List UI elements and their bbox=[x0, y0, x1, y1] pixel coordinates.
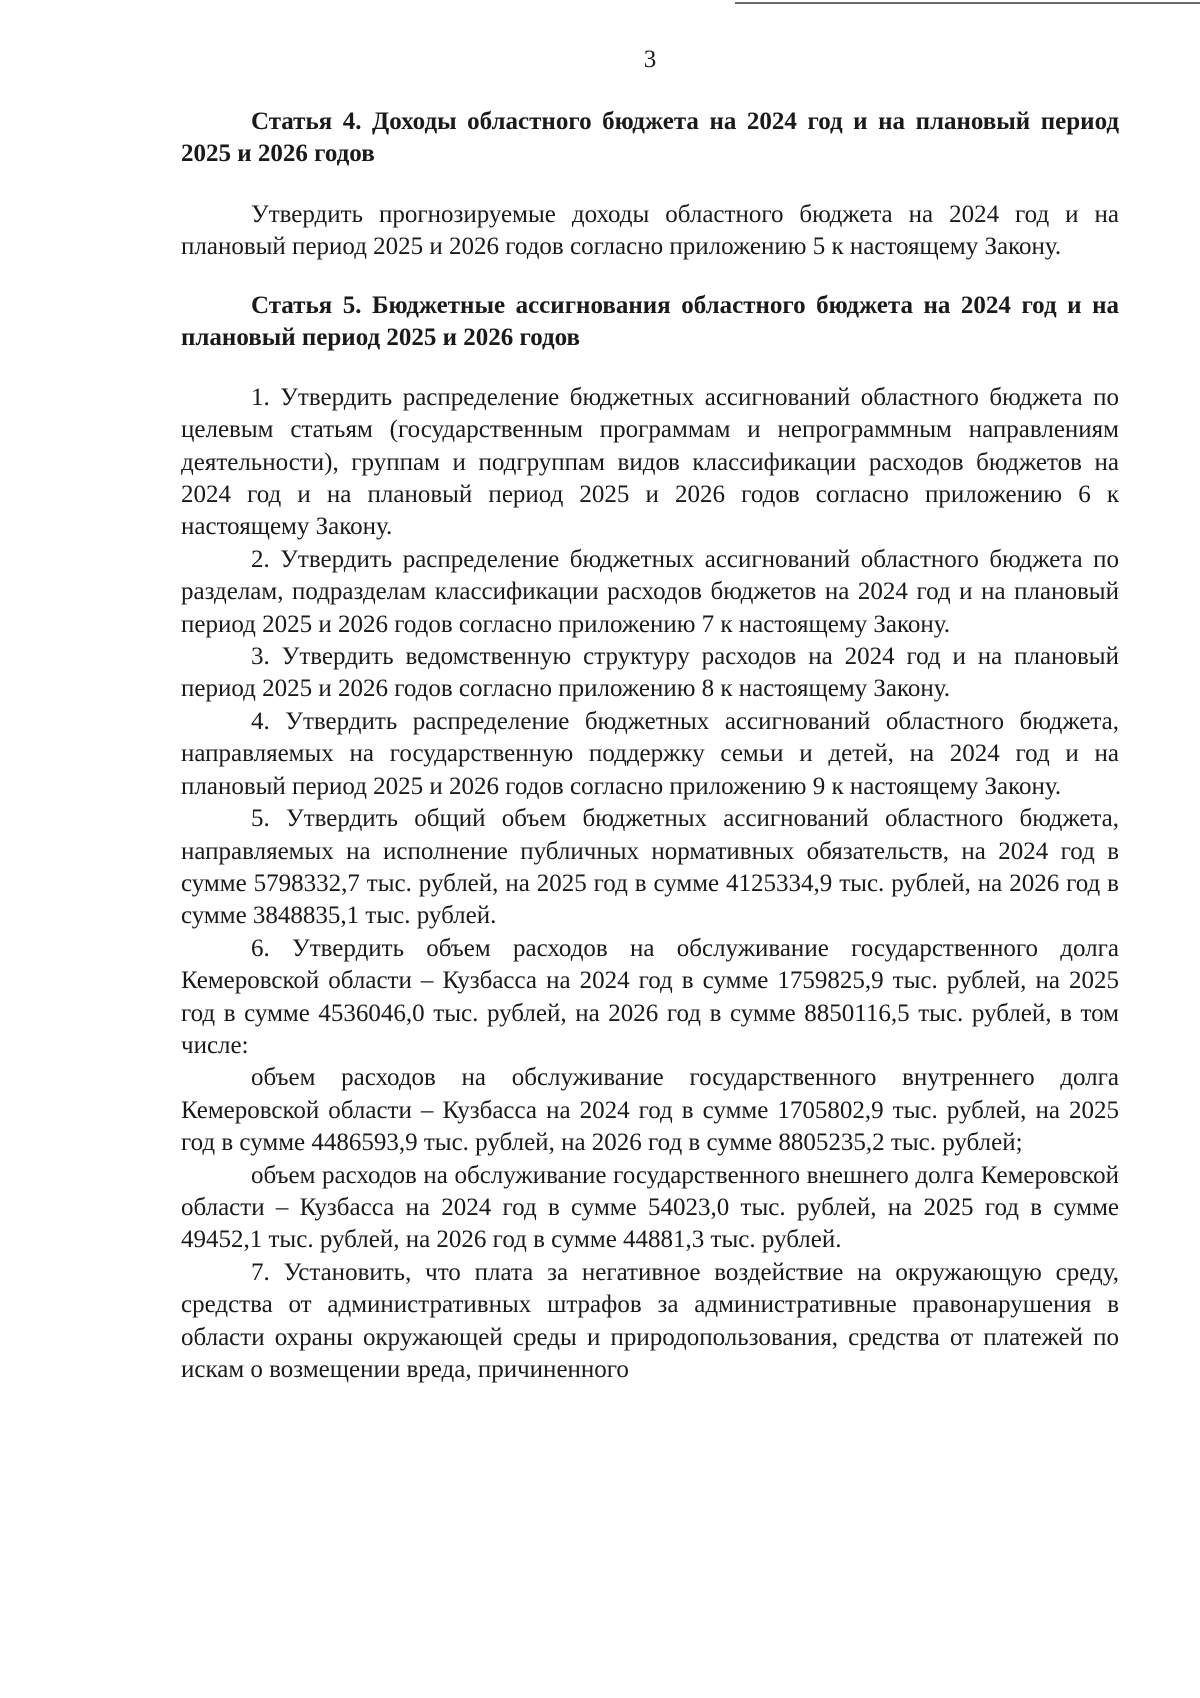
article-5-item-1: 1. Утвердить распределение бюджетных ассигнований областного бюджета по целевым статьям (государственным программам и непрограммным направлениям деятельности), группам и подгруппам видов классификации расходов бюджетов на 2024 год и на плановый период 2025 и 2026 годов согласно приложению 6 к настоящему Закону. bbox=[181, 383, 1119, 541]
top-scan-rule bbox=[735, 2, 1200, 4]
article-5-item-6-external-debt: объем расходов на обслуживание государственного внешнего долга Кемеровской области – Кузбасса на 2024 год в сумме 54023,0 тыс. рублей, на 2025 год в сумме 49452,1 тыс. рублей, на 2026 год в сумме 44881,3 тыс. рублей. bbox=[181, 1161, 1119, 1254]
article-5-item-6-internal-debt: объем расходов на обслуживание государственного внутреннего долга Кемеровской области – Кузбасса на 2024 год в сумме 1705802,9 тыс. рублей, на 2025 год в сумме 4486593,9 тыс. рублей, на 2026 год в сумме 8805235,2 тыс. рублей; bbox=[181, 1064, 1119, 1157]
article-4-paragraph: Утвердить прогнозируемые доходы областного бюджета на 2024 год и на плановый период 2025 и 2026 годов согласно приложению 5 к настоящему Закону. bbox=[181, 201, 1119, 261]
article-5 bbox=[181, 290, 1119, 1387]
article-5-item-6: 6. Утвердить объем расходов на обслуживание государственного долга Кемеровской области – Кузбасса на 2024 год в сумме 1759825,9 тыс. рублей, на 2025 год в сумме 4536046,0 тыс. рублей, на 2026 год в сумме 8850116,5 тыс. рублей, в том числе: bbox=[181, 934, 1119, 1059]
article-5-heading: Статья 5. Бюджетные ассигнования областного бюджета на 2024 год и на плановый период 2025 и 2026 годов bbox=[181, 291, 1119, 351]
article-5-item-4: 4. Утвердить распределение бюджетных ассигнований областного бюджета, направляемых на государственную поддержку семьи и детей, на 2024 год и на плановый период 2025 и 2026 годов согласно приложению 9 к настоящему Закону. bbox=[181, 707, 1119, 800]
article-4-heading: Статья 4. Доходы областного бюджета на 2024 год и на плановый период 2025 и 2026 годов bbox=[181, 108, 1119, 167]
article-5-item-3: 3. Утвердить ведомственную структуру расходов на 2024 год и на плановый период 2025 и 2026 годов согласно приложению 8 к настоящему Закону. bbox=[181, 643, 1119, 703]
article-4 bbox=[181, 106, 1119, 264]
article-5-item-5: 5. Утвердить общий объем бюджетных ассигнований областного бюджета, направляемых на исполнение публичных нормативных обязательств, на 2024 год в сумме 5798332,7 тыс. рублей, на 2025 год в сумме 4125334,9 тыс. рублей, на 2026 год в сумме 3848835,1 тыс. рублей. bbox=[181, 805, 1119, 930]
page-number: 3 bbox=[643, 46, 657, 73]
document-page bbox=[181, 44, 1119, 1386]
article-5-item-7: 7. Установить, что плата за негативное воздействие на окружающую среду, средства от административных штрафов за административные правонарушения в области охраны окружающей среды и природопользования, средства от платежей по искам о возмещении вреда, причиненного bbox=[181, 1258, 1119, 1383]
article-5-item-2: 2. Утвердить распределение бюджетных ассигнований областного бюджета по разделам, подразделам классификации расходов бюджетов на 2024 год и на плановый период 2025 и 2026 годов согласно приложению 7 к настоящему Закону. bbox=[181, 545, 1119, 638]
